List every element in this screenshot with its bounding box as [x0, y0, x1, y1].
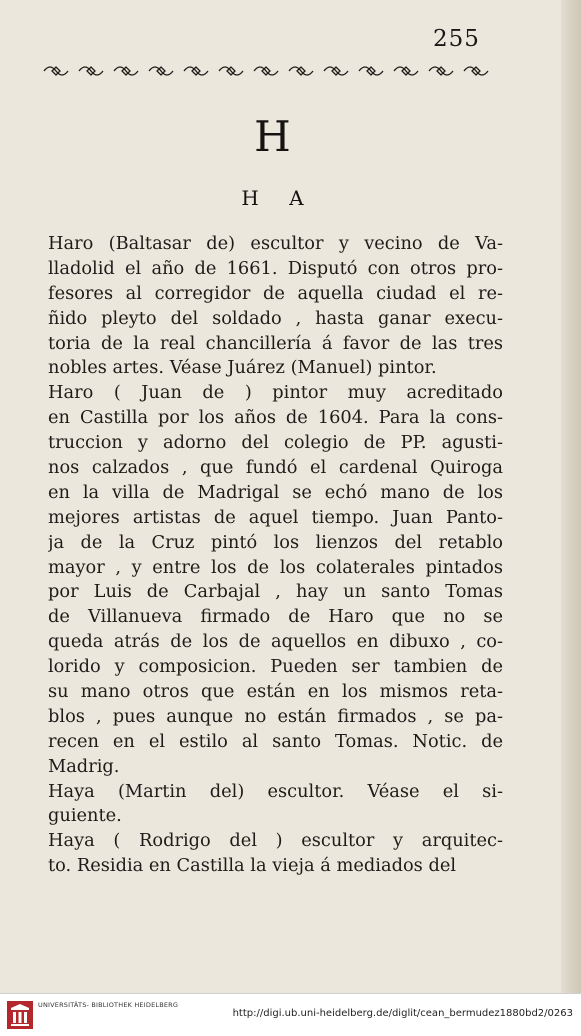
ornament-flourish-icon — [219, 67, 243, 75]
ornament-flourish-icon — [359, 67, 383, 75]
ornament-flourish-icon — [464, 67, 488, 75]
text-line: Madrig. — [48, 755, 120, 777]
ornament-flourish-icon — [254, 67, 278, 75]
ornament-rule-icon — [40, 60, 495, 82]
text-line: de Villanueva firmado de Haro que no se — [48, 606, 503, 628]
page-spine-shadow — [561, 0, 581, 993]
text-line: Haro ( Juan de ) pintor muy acreditado — [48, 382, 503, 404]
section-heading: H A — [241, 186, 316, 210]
text-line: queda atrás de los de aquellos en dibuxo , co- — [48, 631, 503, 653]
text-line: blos , pues aunque no están firmados , se pa- — [48, 705, 503, 727]
text-line: lladolid el año de 1661. Disputó con otros pro- — [48, 257, 503, 279]
page-number: 255 — [433, 26, 480, 52]
ornament-flourish-icon — [44, 67, 68, 75]
text-line: guiente. — [48, 805, 122, 827]
text-line: ñido pleyto del soldado , hasta ganar execu- — [48, 307, 503, 329]
text-line: Haro (Baltasar de) escultor y vecino de Va- — [48, 233, 503, 254]
text-line: toria de la real chancillería á favor de las tres — [48, 332, 503, 354]
body-text — [48, 232, 503, 879]
ornament-flourish-icon — [149, 67, 173, 75]
text-line: Haya (Martin del) escultor. Véase el si- — [48, 780, 503, 802]
text-line: lorido y composicion. Pueden ser tambien de — [48, 656, 503, 678]
ornament-flourish-icon — [394, 67, 418, 75]
text-line: mayor , y entre los de los colaterales pintados — [48, 556, 503, 578]
ornament-flourish-icon — [289, 67, 313, 75]
university-library-logo-icon — [6, 1000, 34, 1030]
text-line: mejores artistas de aquel tiempo. Juan Panto- — [48, 506, 503, 528]
text-line: truccion y adorno del colegio de PP. agusti- — [48, 432, 503, 454]
text-line: recen en el estilo al santo Tomas. Notic. de — [48, 730, 503, 752]
text-line: fesores al corregidor de aquella ciudad el re- — [48, 282, 503, 304]
section-letter: H — [254, 112, 291, 161]
text-line: en la villa de Madrigal se echó mano de los — [48, 481, 503, 503]
text-line: Haya ( Rodrigo del ) escultor y arquitec- — [48, 830, 503, 852]
ornament-flourish-icon — [114, 67, 138, 75]
footer-bar — [0, 993, 581, 1036]
text-line: en Castilla por los años de 1604. Para la cons- — [48, 407, 503, 429]
text-line: nobles artes. Véase Juárez (Manuel) pintor. — [48, 357, 437, 379]
ornament-flourish-icon — [429, 67, 453, 75]
text-line: por Luis de Carbajal , hay un santo Tomas — [48, 581, 503, 603]
source-url-link[interactable]: http://digi.ub.uni-heidelberg.de/diglit/cean_bermudez1880bd2/0263 — [232, 1008, 573, 1019]
text-line: nos calzados , que fundó el cardenal Quiroga — [48, 457, 503, 479]
text-line: to. Residia en Castilla la vieja á mediados del — [48, 855, 457, 877]
text-line: su mano otros que están en los mismos reta- — [48, 681, 503, 703]
ornament-flourish-icon — [184, 67, 208, 75]
ornament-flourish-icon — [79, 67, 103, 75]
ornament-flourish-icon — [324, 67, 348, 75]
text-line: ja de la Cruz pintó los lienzos del retablo — [48, 531, 503, 553]
library-logo-text: UNIVERSITÄTS- BIBLIOTHEK HEIDELBERG — [38, 1001, 179, 1009]
